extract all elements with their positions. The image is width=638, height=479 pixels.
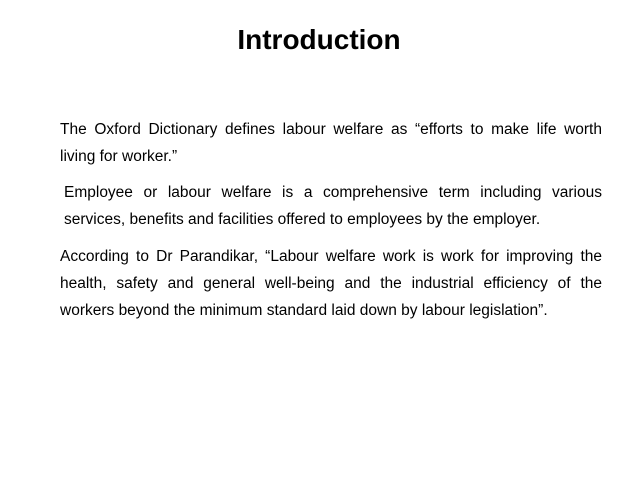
paragraph-employee-welfare: Employee or labour welfare is a comprehensive term including various services, benefits and facilities offered to employees by the employer. <box>64 184 602 228</box>
paragraph-oxford-definition: The Oxford Dictionary defines labour welfare as “efforts to make life worth living for worker.” <box>60 121 602 165</box>
paragraph-parandikar-quote: According to Dr Parandikar, “Labour welfare work is work for improving the health, safety and general well-being and the industrial efficiency of the workers beyond the minimum standard laid down by labour legislation”. <box>60 248 602 319</box>
slide-title: Introduction <box>237 24 401 55</box>
